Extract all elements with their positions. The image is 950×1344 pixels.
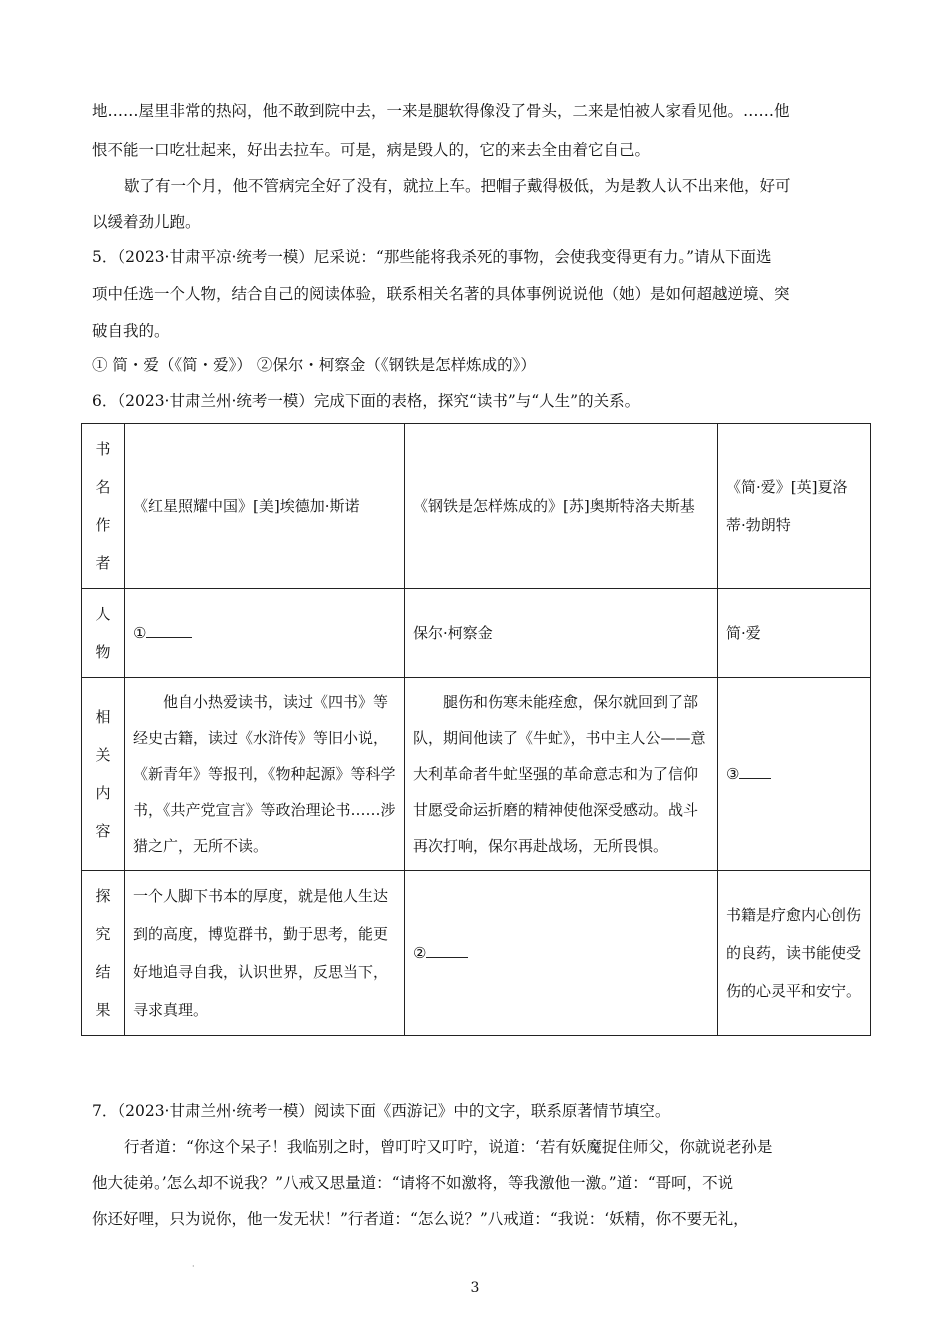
result-cell-2 [405,871,718,1036]
content-cell-3 [718,678,871,871]
q7-stem: 7．（2023·甘肃兰州·统考一模）阅读下面《西游记》中的文字，联系原著情节填空。 [92,1102,671,1120]
book-cell-2: 《钢铁是怎样炼成的》[苏]奥斯特洛夫斯基 [405,424,718,589]
q5-options: ① 简・爱（《简・爱》） ②保尔・柯察金（《钢铁是怎样炼成的》） [92,356,536,374]
person-cell-2: 保尔·柯察金 [405,589,718,678]
header-result [82,871,125,1036]
result-cell-3: 书籍是疗愈内心创伤的良药，读书能使受伤的心灵平和安宁。 [718,871,871,1036]
blank-label-2: ② [413,944,427,962]
q5-line-1: 5．（2023·甘肃平凉·统考一模）尼采说：“那些能将我杀死的事物，会使我变得更有力。”请从下面选 [92,248,772,266]
faint-mark: · [192,1262,195,1271]
q6-stem: 6．（2023·甘肃兰州·统考一模）完成下面的表格，探究“读书”与“人生”的关系。 [92,392,641,410]
answer-blank-2[interactable] [426,939,468,958]
answer-blank-3[interactable] [739,760,771,779]
table-row-contents [82,678,871,871]
q5-line-3: 破自我的。 [92,322,170,340]
intro-line-3: 歇了有一个月，他不管病完全好了没有，就拉上车。把帽子戴得极低，为是教人认不出来他，好可 [124,177,791,195]
header-content [82,678,125,871]
blank-label-1: ① [133,624,147,642]
q5-line-2: 项中任选一个人物，结合自己的阅读体验，联系相关名著的具体事例说说他（她）是如何超越逆境、突 [92,285,790,303]
header-book-author [82,424,125,589]
q7-line-3: 你还好哩，只为说你，他一发无状！”行者道：“怎么说？”八戒道：“我说：‘妖精，你不要无礼， [92,1210,749,1228]
book-cell-3: 《简·爱》[英]夏洛蒂·勃朗特 [718,424,871,589]
header-text: 探 究 结 果 [95,887,111,1019]
header-person [82,589,125,678]
person-cell-3: 简·爱 [718,589,871,678]
result-cell-1: 一个人脚下书本的厚度，就是他人生达到的高度，博览群书，勤于思考，能更好地追寻自我，认识世界，反思当下，寻求真理。 [125,871,405,1036]
reading-life-table [81,423,871,1036]
intro-line-2: 恨不能一口吃壮起来，好出去拉车。可是，病是毁人的，它的来去全由着它自己。 [92,141,651,159]
person-cell-1 [125,589,405,678]
book-cell-1: 《红星照耀中国》[美]埃德加·斯诺 [125,424,405,589]
header-text: 相 关 内 容 [95,708,111,840]
q7-line-1: 行者道：“你这个呆子！我临别之时，曾叮咛又叮咛，说道：‘若有妖魔捉住师父，你就说老孙是 [124,1138,773,1156]
answer-blank-1[interactable] [146,619,192,638]
header-text: 人 物 [95,605,111,661]
header-text: 书 名 作 者 [95,440,111,572]
table-row-results [82,871,871,1036]
table-row-books [82,424,871,589]
content-cell-1: 他自小热爱读书，读过《四书》等经史古籍，读过《水浒传》等旧小说，《新青年》等报刊，《物种起源》等科学书，《共产党宣言》等政治理论书……涉猎之广，无所不读。 [125,678,405,871]
table-row-persons [82,589,871,678]
blank-label-3: ③ [726,765,740,783]
page-number: 3 [470,1280,480,1296]
q7-line-2: 他大徒弟。’怎么却不说我？”八戒又思量道：“请将不如激将，等我激他一激。”道：“哥呵，不说 [92,1174,734,1192]
content-cell-2: 腿伤和伤寒未能痊愈，保尔就回到了部队，期间他读了《牛虻》，书中主人公——意大利革命者牛虻坚强的革命意志和为了信仰甘愿受命运折磨的精神使他深受感动。战斗再次打响，保尔再赴战场，无所畏惧。 [405,678,718,871]
intro-line-1: 地……屋里非常的热闷，他不敢到院中去，一来是腿软得像没了骨头，二来是怕被人家看见他。……他 [92,102,790,120]
intro-line-4: 以缓着劲儿跑。 [92,213,201,231]
